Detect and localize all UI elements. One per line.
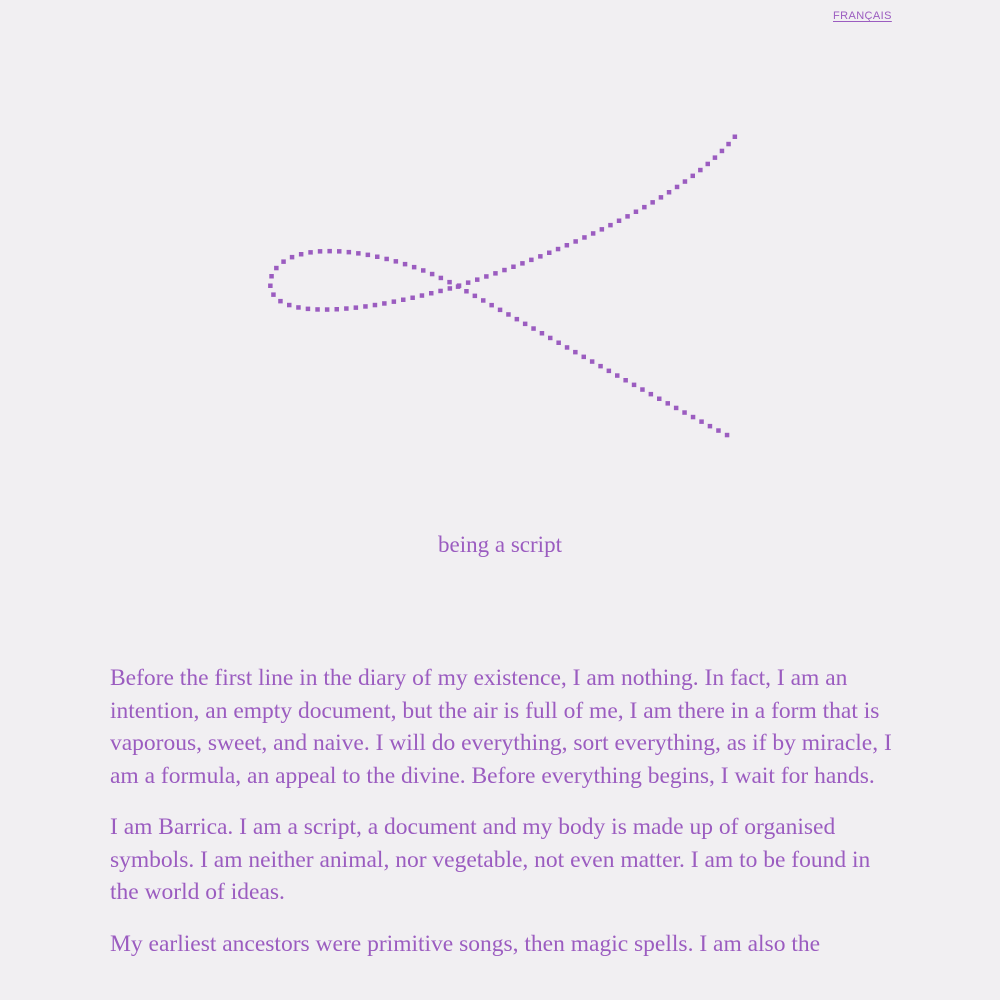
curve-dot	[430, 272, 435, 277]
curve-dot	[447, 280, 452, 285]
curve-dot	[659, 195, 664, 200]
curve-dot	[617, 219, 622, 224]
curve-dot	[565, 345, 570, 350]
curve-dot	[666, 401, 671, 406]
curve-dot	[520, 261, 525, 266]
curve-dot	[720, 149, 725, 154]
curve-dot	[608, 223, 613, 228]
curve-dot	[600, 227, 605, 232]
curve-dot	[523, 322, 528, 327]
curve-dot	[713, 155, 718, 160]
curve-dot	[327, 249, 332, 254]
curve-dot	[698, 168, 703, 173]
curve-dot	[511, 265, 516, 270]
curve-dot	[448, 286, 453, 291]
curve-dot	[344, 306, 349, 311]
curve-dot	[529, 258, 534, 263]
curve-dot	[278, 299, 283, 304]
curve-dot	[726, 142, 731, 147]
curve-dot	[325, 307, 330, 312]
curve-dot	[420, 293, 425, 298]
curve-dot	[429, 291, 434, 296]
curve-dot	[337, 249, 342, 254]
curve-dot	[657, 397, 662, 402]
curve-dot	[268, 284, 273, 289]
curve-dot	[401, 298, 406, 303]
curve-dot	[484, 274, 489, 279]
curve-dot	[457, 283, 462, 288]
curve-dot	[674, 406, 679, 411]
curve-dot	[493, 271, 498, 276]
curve-dot	[650, 200, 655, 205]
curve-dot	[498, 308, 503, 313]
curve-dot	[632, 383, 637, 388]
curve-dot	[421, 268, 426, 273]
curve-dot	[725, 433, 730, 438]
curve-dot	[290, 255, 295, 260]
curve-dot	[281, 259, 286, 264]
curve-dot	[706, 162, 711, 167]
curve-dot	[306, 307, 311, 312]
curve-dot	[366, 253, 371, 258]
curve-dot	[439, 276, 444, 281]
curve-dot	[683, 179, 688, 184]
curve-dot	[623, 378, 628, 383]
curve-dot	[565, 243, 570, 248]
curve-dot	[582, 355, 587, 360]
curve-dot	[591, 231, 596, 236]
curve-dot	[556, 341, 561, 346]
curve-dot	[392, 299, 397, 304]
curve-dot	[382, 301, 387, 306]
article-body	[110, 662, 900, 979]
curve-dot	[410, 296, 415, 301]
paragraph-1: Before the first line in the diary of my existence, I am nothing. In fact, I am an intention, an empty document, but the air is full of me, I am there in a form that is vaporous, sweet, and naive. I will do everything, sort everything, as if by miracle, I am a formula, an appeal to the divine. Before everything begins, I wait for hands.	[110, 665, 892, 789]
curve-dot	[466, 280, 471, 285]
curve-dot	[287, 303, 292, 308]
curve-dot	[716, 428, 721, 433]
curve-dot	[675, 185, 680, 190]
curve-dot	[649, 392, 654, 397]
curve-dot	[308, 250, 313, 255]
curve-dot	[573, 350, 578, 355]
curve-dot	[384, 257, 389, 262]
curve-dot	[438, 289, 443, 294]
curve-dot	[347, 250, 352, 255]
curve-dot	[691, 174, 696, 179]
curve-dot	[271, 292, 276, 297]
curve-dot	[531, 326, 536, 331]
language-switch-link[interactable]: FRANÇAIS	[833, 10, 892, 22]
curve-dot	[481, 298, 486, 303]
curve-dot	[315, 307, 320, 312]
curve-dot	[590, 359, 595, 364]
curve-dot	[538, 254, 543, 259]
curve-dot	[691, 415, 696, 420]
curve-dot	[547, 251, 552, 256]
curve-dot	[556, 247, 561, 252]
curve-dot	[412, 265, 417, 270]
curve-dot	[502, 268, 507, 273]
curve-dot	[375, 255, 380, 260]
curve-dot	[489, 303, 494, 308]
curve-dot	[540, 331, 545, 336]
curve-dot	[708, 424, 713, 429]
curve-dot	[634, 210, 639, 215]
curve-dot	[356, 251, 361, 256]
curve-dot	[667, 190, 672, 195]
curve-dot	[299, 252, 304, 257]
curve-dot	[354, 305, 359, 310]
curve-dot	[318, 249, 323, 254]
curve-dot	[403, 262, 408, 267]
curve-dot	[269, 274, 274, 279]
curve-dot	[335, 307, 340, 312]
curve-dot	[475, 277, 480, 282]
curve-dot	[625, 214, 630, 219]
curve-dot	[363, 304, 368, 309]
curve-dot	[582, 235, 587, 240]
page-subtitle: being a script	[438, 532, 562, 557]
curve-dot	[296, 305, 301, 310]
curve-dot	[642, 205, 647, 210]
curve-dot	[607, 369, 612, 374]
curve-dot	[640, 387, 645, 392]
curve-dot	[515, 317, 520, 322]
curve-dot	[615, 373, 620, 378]
curve-dot	[598, 364, 603, 369]
curve-dot	[473, 294, 478, 299]
curve-dot	[274, 266, 279, 271]
curve-dot	[699, 419, 704, 424]
curve-dot	[682, 410, 687, 415]
curve-dot	[506, 312, 511, 317]
curve-dot	[464, 289, 469, 294]
curve-dot	[733, 135, 738, 140]
curve-dot	[573, 239, 578, 244]
curve-dot	[394, 259, 399, 264]
paragraph-3: My earliest ancestors were primitive songs, then magic spells. I am also the	[110, 930, 821, 957]
curve-dot	[373, 303, 378, 308]
curve-dot	[548, 336, 553, 341]
paragraph-2: I am Barrica. I am a script, a document and my body is made up of organised symbols. I am neither animal, nor vegetable, not even matter. I am to be found in the world of ideas.	[110, 814, 871, 905]
